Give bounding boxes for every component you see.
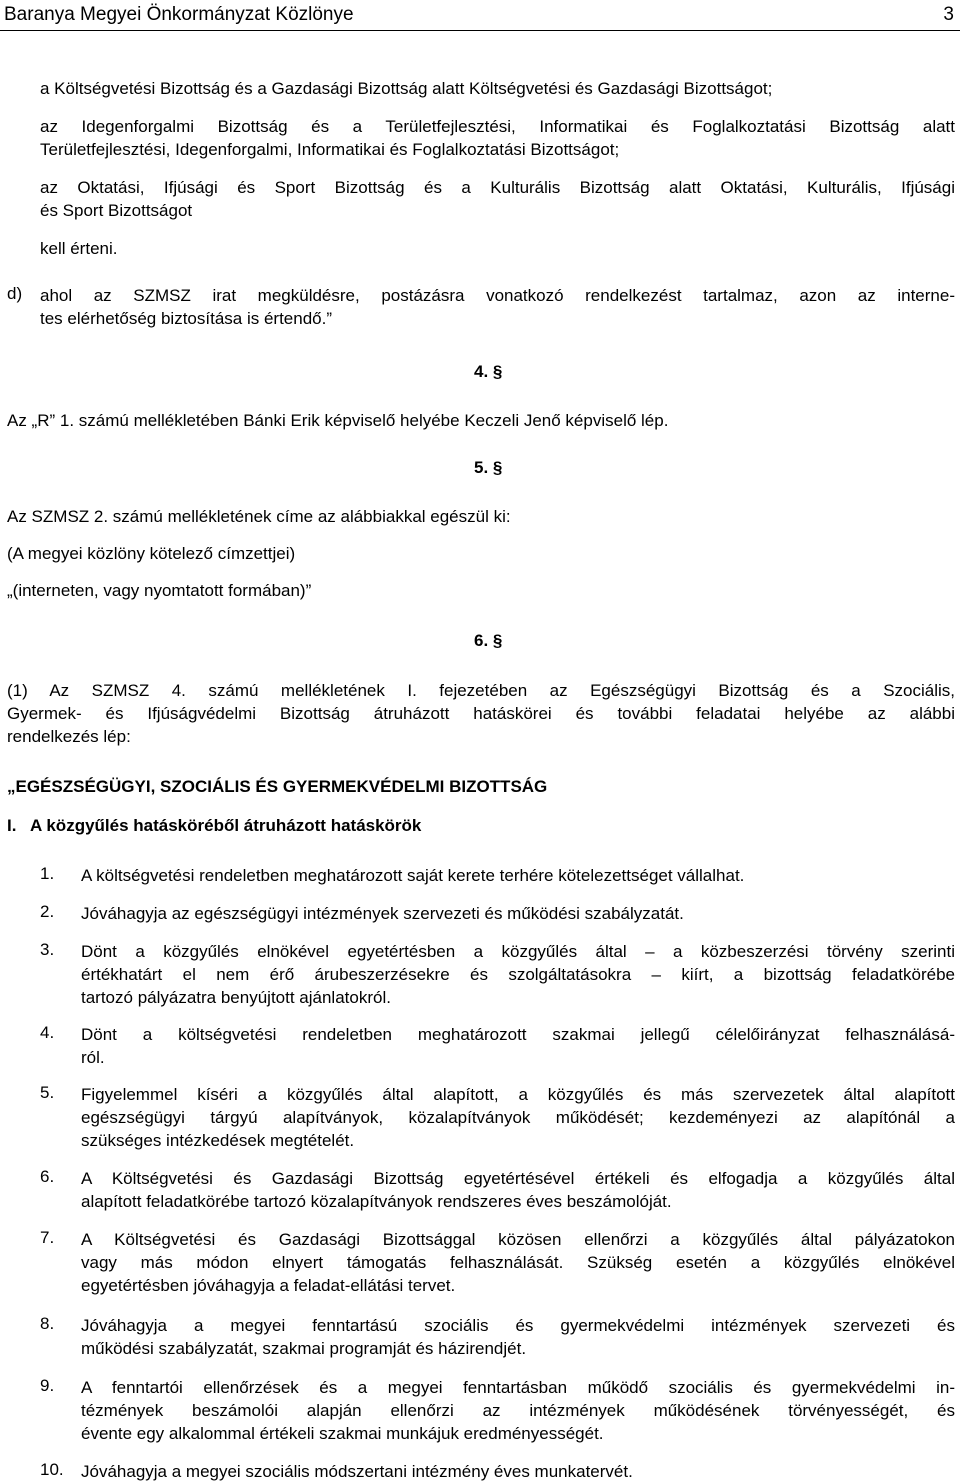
definition-closing: [40, 237, 117, 260]
definition-regional: [40, 115, 955, 161]
list-item: [81, 1167, 955, 1213]
list-item-line: Dönt a költségvetési rendeletben meghatározott szakmai jellegű célelőirányzat felhasználásá-: [81, 1025, 955, 1044]
list-item: [81, 1228, 955, 1297]
definition-budget: [40, 77, 772, 100]
section-6-heading: 6. §: [474, 631, 503, 650]
list-item-line: A Költségvetési és Gazdasági Bizottság egyetértésével értékeli és elfogadja a közgyűlés által: [81, 1169, 955, 1188]
list-item: [81, 1460, 955, 1483]
list-item-line: egészségügyi tárgyú alapítványok, közalapítványok működését; kezdeményezi az alapítónál a: [81, 1108, 955, 1127]
paragraph-line: az Oktatási, Ifjúsági és Sport Bizottság és a Kulturális Bizottság alatt Oktatási, Kulturális, Ifjúsági: [40, 178, 955, 197]
list-item-line: értékhatárt el nem érő árubeszerzésekre és szolgáltatásokra – kiírt, a bizottság feladatkörébe: [81, 965, 955, 984]
list-item-line: A Költségvetési és Gazdasági Bizottsággal közösen ellenőrzi a közgyűlés által pályázatokon: [81, 1230, 955, 1249]
list-item-number: 1.: [40, 864, 55, 883]
paragraph-line: „(interneten, vagy nyomtatott formában)”: [7, 581, 312, 600]
list-item-line: tartozó pályázatra benyújtott ajánlatokról.: [81, 988, 391, 1007]
paragraph-line: Az „R” 1. számú mellékletében Bánki Erik képviselő helyébe Keczeli Jenő képviselő lép.: [7, 411, 669, 430]
section-4-text: [7, 409, 668, 432]
list-item: [81, 864, 955, 887]
section-5-heading: 5. §: [474, 458, 503, 477]
list-item-line: Jóváhagyja a megyei fenntartású szociális és gyermekvédelmi intézmények szervezeti és: [81, 1316, 955, 1335]
paragraph-line: rendelkezés lép:: [7, 727, 131, 746]
chapter-title: I. A közgyűlés hatásköréből átruházott hatáskörök: [7, 816, 422, 835]
paragraph-line: Gyermek- és Ifjúságvédelmi Bizottság átruházott hatáskörei és további feladatai helyébe az alábbi: [7, 704, 955, 723]
list-item: [81, 1314, 955, 1360]
list-item-line: vagy más módon elnyert támogatás felhasználását. Szükség esetén a közgyűlés elnökével: [81, 1253, 955, 1272]
definition-education: [40, 176, 955, 222]
list-item: [81, 1083, 955, 1152]
list-item-line: A fenntartói ellenőrzések és a megyei fenntartásban működő szociális és gyermekvédelmi in-: [81, 1378, 955, 1397]
paragraph-line: kell érteni.: [40, 239, 118, 258]
point-d-label: d): [7, 284, 23, 303]
journal-title: Baranya Megyei Önkormányzat Közlönye: [4, 4, 354, 25]
list-item-number: 9.: [40, 1376, 55, 1395]
list-item-number: 6.: [40, 1167, 55, 1186]
list-item-line: egyetértésben jóváhagyja a feladat-ellátási tervet.: [81, 1276, 456, 1295]
list-item: [81, 940, 955, 1009]
list-item-line: évente egy alkalommal értékeli szakmai munkájuk eredményességét.: [81, 1424, 604, 1443]
paragraph-line: tes elérhetőség biztosítása is értendő.”: [40, 309, 332, 328]
list-item-line: Figyelemmel kíséri a közgyűlés által alapított, a közgyűlés és más szervezetek által alapított: [81, 1085, 955, 1104]
list-item-line: Dönt a közgyűlés elnökével egyetértésben a közgyűlés által – a közbeszerzési törvény szerinti: [81, 942, 955, 961]
list-item: [81, 1023, 955, 1069]
list-item-number: 2.: [40, 902, 55, 921]
paragraph-line: ahol az SZMSZ irat megküldésre, postázásra vonatkozó rendelkezést tartalmaz, azon az interne-: [40, 286, 955, 305]
list-item: [81, 1376, 955, 1445]
paragraph-line: az Idegenforgalmi Bizottság és a Területfejlesztési, Informatikai és Foglalkoztatási Bizottság alatt: [40, 117, 955, 136]
page-number: 3: [943, 4, 954, 25]
paragraph-line: (1) Az SZMSZ 4. számú mellékletének I. fejezetében az Egészségügyi Bizottság és a Szociális,: [7, 681, 955, 700]
list-item-number: 7.: [40, 1228, 55, 1247]
list-item: [81, 902, 955, 925]
section-5-text-1: [7, 505, 511, 528]
section-6-paragraph: [7, 679, 955, 748]
list-item-line: ról.: [81, 1048, 105, 1067]
list-item-number: 4.: [40, 1023, 55, 1042]
list-item-line: működési szabályzatát, szakmai programját és házirendjét.: [81, 1339, 527, 1358]
list-item-line: tézmények beszámolói alapján ellenőrzi az intézmények működésének törvényességét, és: [81, 1401, 955, 1420]
section-5-text-3: [7, 579, 311, 602]
list-item-number: 5.: [40, 1083, 55, 1102]
list-item-line: Jóváhagyja a megyei szociális módszertani intézmény éves munkatervét.: [81, 1462, 633, 1481]
list-item-number: 10.: [40, 1460, 64, 1479]
list-item-line: alapított feladatkörébe tartozó közalapítványok rendszeres éves beszámolóját.: [81, 1192, 672, 1211]
paragraph-line: a Költségvetési Bizottság és a Gazdasági Bizottság alatt Költségvetési és Gazdasági Bizottságot;: [40, 79, 773, 98]
page-header: [0, 0, 960, 31]
list-item-number: 8.: [40, 1314, 55, 1333]
section-5-text-2: [7, 542, 295, 565]
paragraph-line: Az SZMSZ 2. számú mellékletének címe az alábbiakkal egészül ki:: [7, 507, 511, 526]
list-item-line: A költségvetési rendeletben meghatározott saját kerete terhére kötelezettséget vállalhat.: [81, 866, 745, 885]
committee-title: „EGÉSZSÉGÜGYI, SZOCIÁLIS ÉS GYERMEKVÉDELMI BIZOTTSÁG: [7, 777, 548, 796]
list-item-number: 3.: [40, 940, 55, 959]
list-item-line: szükséges intézkedések megtételét.: [81, 1131, 355, 1150]
paragraph-line: (A megyei közlöny kötelező címzettjei): [7, 544, 296, 563]
point-d-text: [40, 284, 955, 330]
paragraph-line: Területfejlesztési, Idegenforgalmi, Informatikai és Foglalkoztatási Bizottságot;: [40, 140, 620, 159]
section-4-heading: 4. §: [474, 362, 503, 381]
list-item-line: Jóváhagyja az egészségügyi intézmények szervezeti és működési szabályzatát.: [81, 904, 684, 923]
paragraph-line: és Sport Bizottságot: [40, 201, 193, 220]
